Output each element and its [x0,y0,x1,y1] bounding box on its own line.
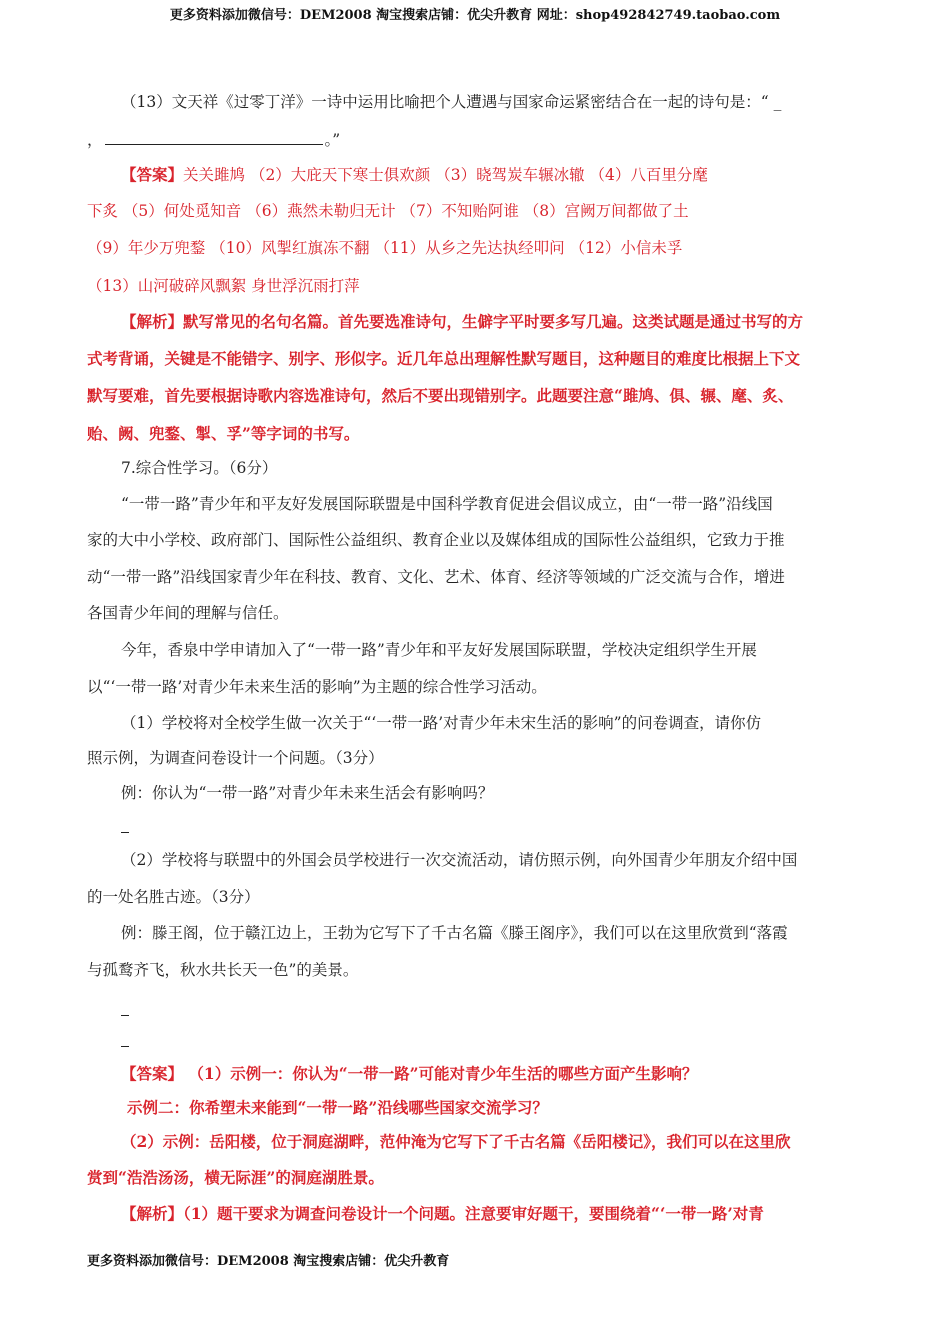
analysis1-line4: 贻、阙、兜鍪、掣、孚”等字词的书写。 [87,424,360,443]
analysis1-line3: 默写要难，首先要根据诗歌内容选准诗句，然后不要出现错别字。此题要注意“雎鸠、俱、辗、麾、炙、 [87,386,794,405]
answer1-line3: （9）年少万兜鍪 （10）风掣红旗冻不翻 （11）从乡之先达执经叩问 （12）小信未孚 [87,239,683,257]
analysis1-line2: 式考背诵，关键是不能错字、别字、形似字。近几年总出理解性默写题目，这种题目的难度比根据上下文 [87,349,801,368]
q7-sub1-line2: 照示例，为调查问卷设计一个问题。（3分） [87,749,384,767]
q13-line2 [87,130,340,150]
q13-line1: （13）文天祥《过零丁洋》一诗中运用比喻把个人遭遇与国家命运紧密结合在一起的诗句是：“ _ [121,93,782,111]
analysis2-text1: （1）题干要求为调查问卷设计一个问题。注意要审好题干，要围绕着“‘一带一路’对青 [183,1204,764,1223]
answer1-text1: 关关雎鸠 （2）大庇天下寒士俱欢颜 （3）晓驾炭车辗冰辙 （4）八百里分麾 [183,166,708,184]
answer1-line2: 下炙 （5）何处觅知音 （6）燕然未勒归无计 （7）不知贻阿谁 （8）宫阙万间都做了土 [87,202,689,220]
q7-p1-line4: 各国青少年间的理解与信任。 [87,604,289,622]
answer1-line4: （13）山河破碎风飘絮 身世浮沉雨打萍 [87,277,360,295]
q13-suffix: 。” [324,131,341,149]
q7-sub2-line1: （2）学校将与联盟中的外国会员学校进行一次交流活动，请仿照示例，向外国青少年朋友介绍中国 [121,851,798,869]
blank-dash [121,1034,129,1047]
q7-p1-line1: “一带一路”青少年和平友好发展国际联盟是中国科学教育促进会倡议成立，由“一带一路”沿线国 [121,495,773,513]
q7-sub1-line1: （1）学校将对全校学生做一次关于“‘一带一路’对青少年未宋生活的影响”的问卷调查，请你仿 [121,714,762,732]
answer-tag: 【答案】 [121,1064,184,1083]
answer2-line1 [121,1064,698,1084]
q7-p1-line2: 家的大中小学校、政府部门、国际性公益组织、教育企业以及媒体组成的国际性公益组织，它致力于推 [87,531,785,549]
answer2-line3: （2）示例：岳阳楼，位于洞庭湖畔，范仲淹为它写下了千古名篇《岳阳楼记》，我们可以在这里欣 [121,1132,791,1151]
q13-prefix: ， [87,131,103,149]
sub2-answer-blank-2 [121,1032,129,1052]
answer2-line2: 示例二：你希塑未来能到“一带一路”沿线哪些国家交流学习？ [127,1098,548,1117]
analysis1-line1 [121,312,803,332]
q7-p1-line3: 动“一带一路”沿线国家青少年在科技、教育、文化、艺术、体育、经济等领域的广泛交流与合作，增进 [87,568,785,586]
q7-example2-line2: 与孤鹜齐飞，秋水共长天一色”的美景。 [87,961,359,979]
page-header: 更多资料添加微信号：DEM2008 淘宝搜索店铺：优尖升教育 网址：shop492842749.taobao.com [169,8,781,23]
analysis2-line1 [121,1204,764,1224]
q7-p2-line2: 以“‘一带一路’对青少年未来生活的影响”为主题的综合性学习活动。 [87,678,547,696]
answer-tag: 【答案】 [121,165,184,184]
q7-example1: 例：你认为“一带一路”对青少年未来生活会有影响吗？ [121,784,494,802]
answer2-line4: 赏到“浩浩汤汤，横无际涯”的洞庭湖胜景。 [87,1168,384,1187]
blank-dash [121,820,129,833]
sub1-answer-blank [121,818,129,838]
answer1-line1 [121,165,708,185]
q7-title: 7.综合性学习。（6分） [121,459,278,477]
analysis-tag: 【解析】 [121,1204,184,1223]
q7-example2-line1: 例：滕王阁，位于赣江边上，王勃为它写下了千古名篇《滕王阁序》，我们可以在这里欣赏到“落霞 [121,924,788,942]
q7-p2-line1: 今年，香泉中学申请加入了“一带一路”青少年和平友好发展国际联盟，学校决定组织学生开展 [121,641,757,659]
analysis-tag: 【解析】 [121,312,184,331]
analysis1-text1: 默写常见的名句名篇。首先要选准诗句，生僻字平时要多写几遍。这类试题是通过书写的方 [183,312,804,331]
sub2-answer-blank-1 [121,1001,129,1021]
blank-dash [121,1003,129,1016]
q7-sub2-line2: 的一处名胜古迹。（3分） [87,888,260,906]
answer2-text1: （1）示例一：你认为“一带一路”可能对青少年生活的哪些方面产生影响？ [183,1064,698,1083]
page-footer: 更多资料添加微信号：DEM2008 淘宝搜索店铺：优尖升教育 [87,1254,450,1269]
answer-blank [105,130,323,145]
